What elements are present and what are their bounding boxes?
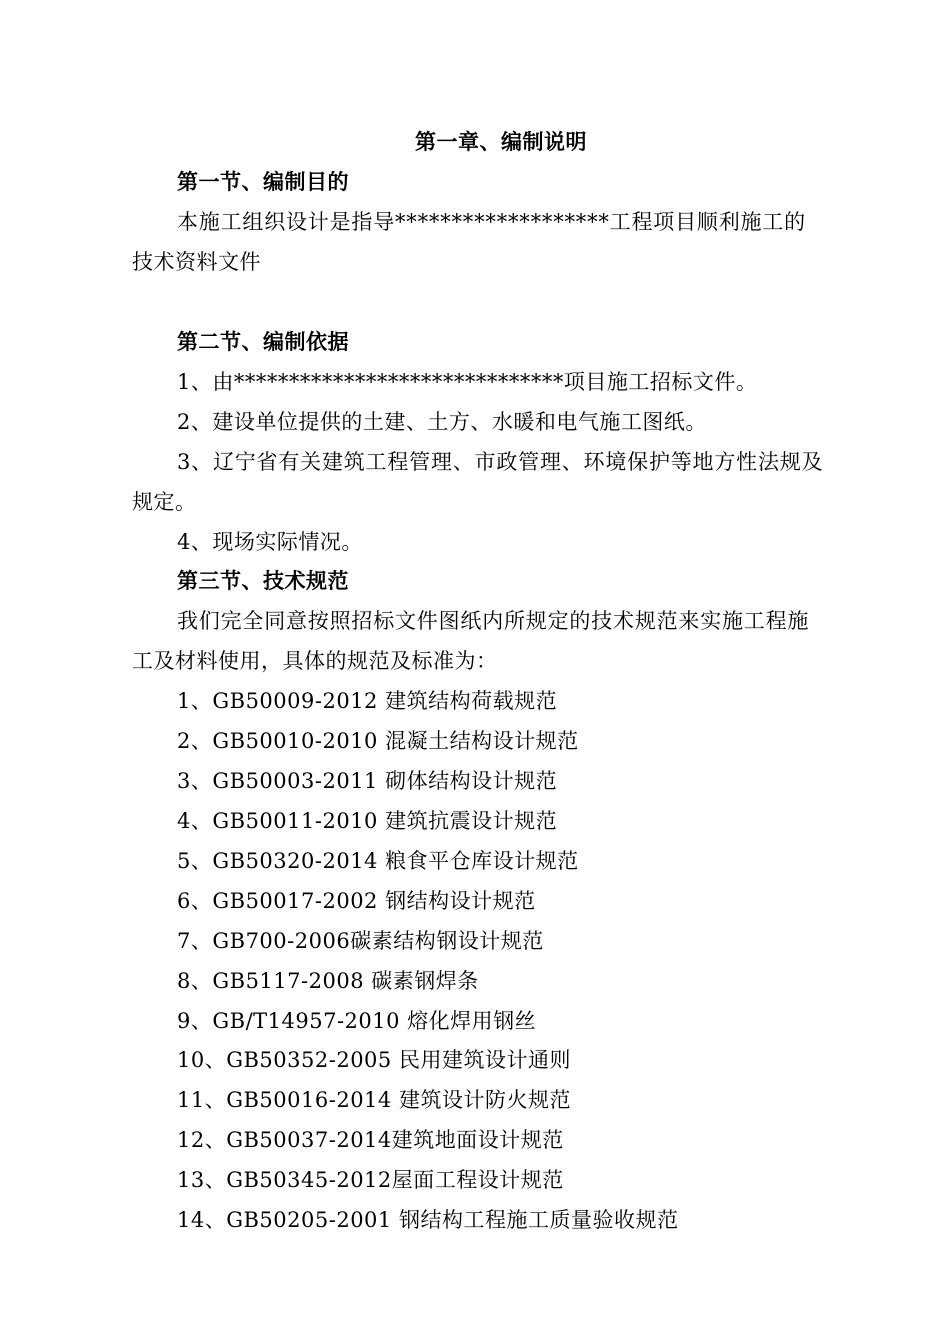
standard-item: 1、GB50009-2012 建筑结构荷载规范 — [177, 689, 558, 713]
standard-item: 5、GB50320-2014 粮食平仓库设计规范 — [177, 849, 579, 873]
standard-item: 7、GB700-2006碳素结构钢设计规范 — [177, 929, 544, 953]
paragraph-line: 技术资料文件 — [132, 250, 261, 274]
paragraph-line: 本施工组织设计是指导*******************工程项目顺利施工的 — [177, 210, 806, 234]
standard-item: 4、GB50011-2010 建筑抗震设计规范 — [177, 809, 558, 833]
standard-item: 2、GB50010-2010 混凝土结构设计规范 — [177, 729, 579, 753]
standard-item: 3、GB50003-2011 砌体结构设计规范 — [177, 769, 558, 793]
standard-item: 10、GB50352-2005 民用建筑设计通则 — [177, 1048, 571, 1072]
list-item: 1、由******************************项目施工招标文件。 — [177, 370, 758, 394]
list-item: 2、建设单位提供的土建、土方、水暖和电气施工图纸。 — [177, 410, 707, 434]
list-item-continuation: 规定。 — [132, 490, 197, 514]
list-item: 4、现场实际情况。 — [177, 530, 363, 554]
paragraph-line: 工及材料使用，具体的规范及标准为： — [132, 649, 498, 673]
section-heading-standards: 第三节、技术规范 — [177, 569, 349, 593]
standard-item: 12、GB50037-2014建筑地面设计规范 — [177, 1128, 564, 1152]
list-item: 3、辽宁省有关建筑工程管理、市政管理、环境保护等地方性法规及 — [177, 450, 824, 474]
standard-item: 6、GB50017-2002 钢结构设计规范 — [177, 889, 536, 913]
standard-item: 11、GB50016-2014 建筑设计防火规范 — [177, 1088, 571, 1112]
standard-item: 13、GB50345-2012屋面工程设计规范 — [177, 1168, 564, 1192]
standard-item: 8、GB5117-2008 碳素钢焊条 — [177, 969, 479, 993]
section-heading-basis: 第二节、编制依据 — [177, 330, 349, 354]
standard-item: 14、GB50205-2001 钢结构工程施工质量验收规范 — [177, 1208, 679, 1232]
section-heading-purpose: 第一节、编制目的 — [177, 170, 349, 194]
standard-item: 9、GB/T14957-2010 熔化焊用钢丝 — [177, 1009, 537, 1033]
chapter-title: 第一章、编制说明 — [415, 130, 587, 154]
paragraph-line: 我们完全同意按照招标文件图纸内所规定的技术规范来实施工程施 — [177, 609, 810, 633]
